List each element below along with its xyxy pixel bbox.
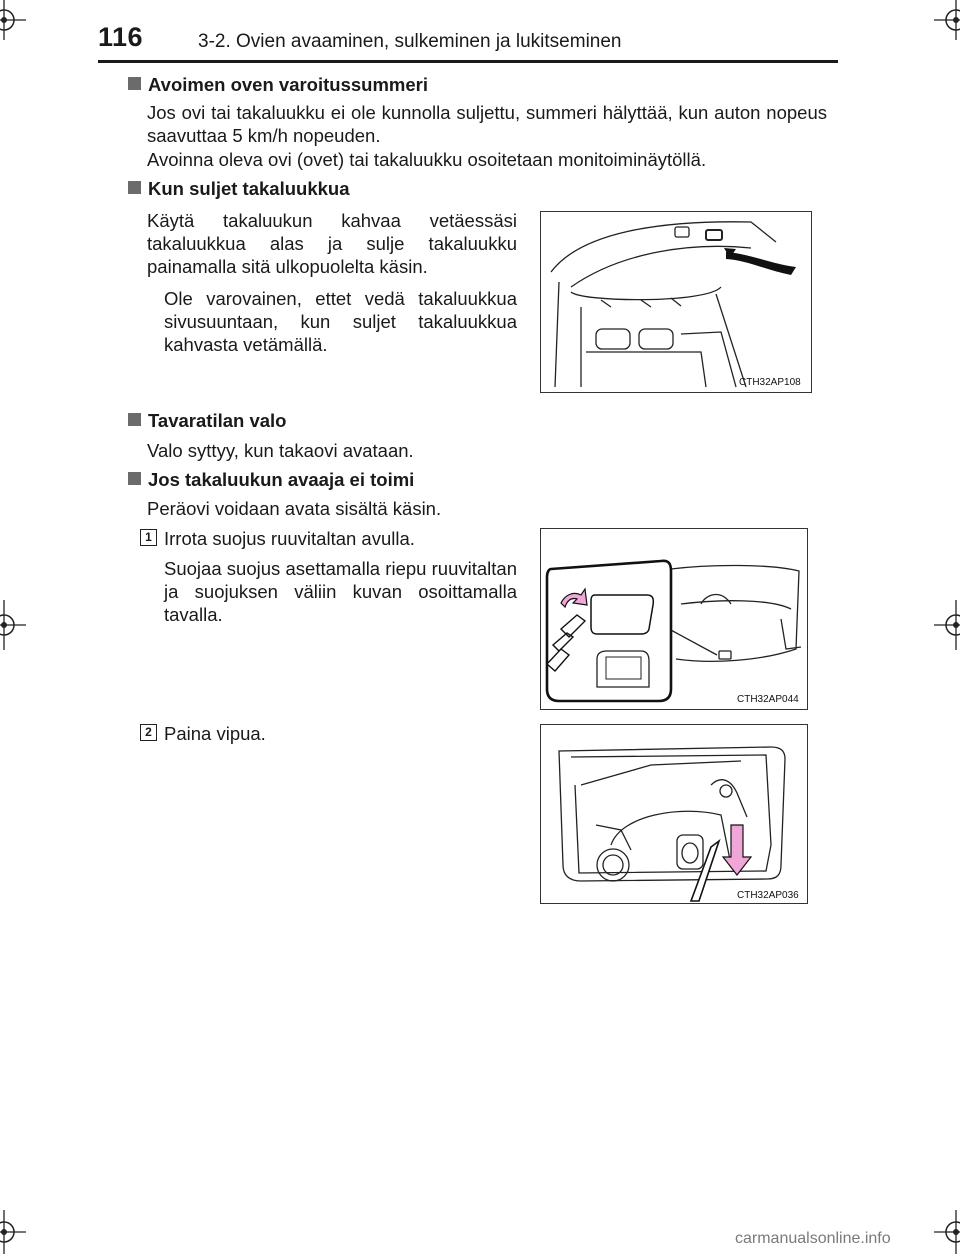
heading-door-warning xyxy=(128,74,428,96)
tailgate-illustration xyxy=(541,212,811,392)
heading-cargo-light xyxy=(128,410,286,432)
heading-opener-fails xyxy=(128,469,414,491)
bullet-square-icon xyxy=(128,472,141,485)
step-number-2: 2 xyxy=(140,724,157,741)
paragraph-opener-fails: Peräovi voidaan avata sisältä käsin. xyxy=(147,498,442,519)
step-1-note: Suojaa suojus asettamalla riepu ruuvitaltan ja suojuksen väliin kuvan osoittamalla tavalla. xyxy=(164,558,517,625)
remove-cover-illustration xyxy=(541,529,807,709)
heading-text: Avoimen oven varoitussummeri xyxy=(148,74,428,95)
step-2-text: Paina vipua. xyxy=(164,723,266,744)
figure-caption-press-lever: CTH32AP036 xyxy=(737,890,799,901)
header-rule xyxy=(98,60,838,63)
paragraph-door-warning-2: Avoinna oleva ovi (ovet) tai takaluukku osoitetaan monitoiminäytöllä. xyxy=(147,149,707,170)
paragraph-door-warning-1: Jos ovi tai takaluukku ei ole kunnolla suljettu, summeri hälyttää, kun auton nopeus saavuttaa 5 km/h nopeuden. xyxy=(147,102,827,146)
figure-caption-remove-cover: CTH32AP044 xyxy=(737,694,799,705)
crop-mark-bottom-left xyxy=(0,1210,26,1254)
press-lever-illustration xyxy=(541,725,807,903)
crop-mark-top-left xyxy=(0,0,26,40)
paragraph-closing-tailgate: Käytä takaluukun kahvaa vetäessäsi takaluukkua alas ja sulje takaluukku painamalla sitä ulkopuolelta käsin. xyxy=(147,210,517,277)
heading-text: Kun suljet takaluukkua xyxy=(148,178,350,199)
caution-closing-tailgate: Ole varovainen, ettet vedä takaluukkua sivusuuntaan, kun suljet takaluukkua kahvasta vetämällä. xyxy=(164,288,517,355)
heading-closing-tailgate xyxy=(128,178,350,200)
figure-press-lever xyxy=(540,724,808,904)
crop-mark-mid-right xyxy=(934,600,960,650)
bullet-square-icon xyxy=(128,181,141,194)
step-number-1: 1 xyxy=(140,529,157,546)
figure-caption-tailgate: CTH32AP108 xyxy=(739,377,801,388)
bullet-square-icon xyxy=(128,413,141,426)
crop-mark-top-right xyxy=(934,0,960,40)
section-title: 3-2. Ovien avaaminen, sulkeminen ja lukitseminen xyxy=(198,31,622,52)
figure-tailgate-closing xyxy=(540,211,812,393)
figure-remove-cover xyxy=(540,528,808,710)
step-1-text: Irrota suojus ruuvitaltan avulla. xyxy=(164,528,415,549)
crop-mark-mid-left xyxy=(0,600,26,650)
heading-text: Jos takaluukun avaaja ei toimi xyxy=(148,469,415,490)
paragraph-cargo-light: Valo syttyy, kun takaovi avataan. xyxy=(147,440,414,461)
page-number: 116 xyxy=(98,22,144,52)
bullet-square-icon xyxy=(128,77,141,90)
crop-mark-bottom-right xyxy=(934,1210,960,1254)
footer-watermark[interactable]: carmanualsonline.info xyxy=(735,1230,891,1247)
heading-text: Tavaratilan valo xyxy=(148,410,287,431)
